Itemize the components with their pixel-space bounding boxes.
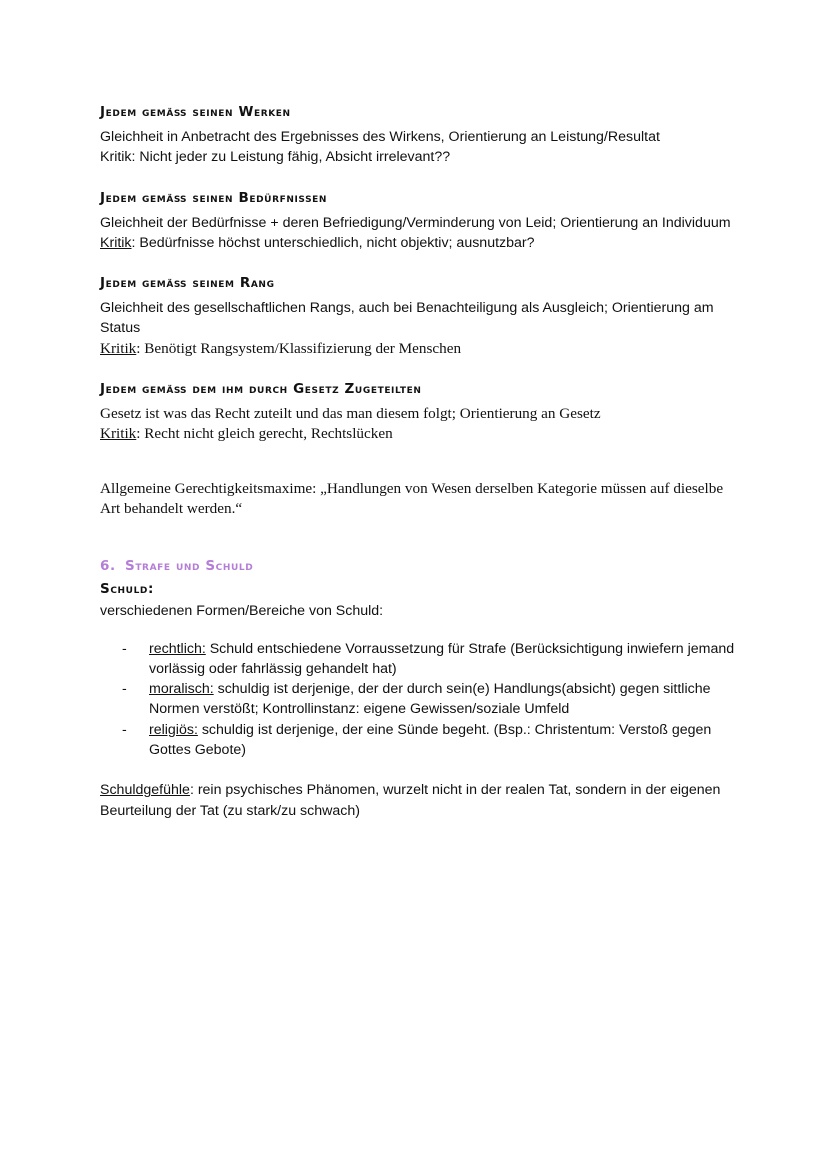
principle-critique: [100, 424, 740, 444]
principle-description: Gleichheit in Anbetracht des Ergebnisses des Wirkens, Orientierung an Leistung/Resultat: [100, 129, 660, 145]
principle-critique: Kritik: Nicht jeder zu Leistung fähig, Absicht irrelevant??: [100, 149, 451, 166]
principle-rank: [100, 274, 740, 359]
principle-heading: Jedem gemäß seinem Rang: [100, 275, 275, 292]
critique-text: : Recht nicht gleich gerecht, Rechtslücken: [136, 425, 393, 443]
critique-text: : Benötigt Rangsystem/Klassifizierung der Menschen: [136, 339, 462, 357]
principle-critique: [100, 233, 740, 253]
critique-label: Kritik: [100, 234, 132, 251]
principle-needs: [100, 189, 740, 254]
list-term: rechtlich:: [149, 640, 206, 657]
principle-heading: Jedem gemäß dem ihm durch Gesetz Zugeteilten: [100, 381, 422, 398]
principle-description: Gleichheit der Bedürfnisse + deren Befriedigung/Verminderung von Leid; Orientierung an Individuum: [100, 214, 731, 231]
justice-maxim: Allgemeine Gerechtigkeitsmaxime: „Handlungen von Wesen derselben Kategorie müssen auf dieselbe Art behandelt werden.“: [100, 479, 724, 517]
list-term: religiös:: [149, 721, 198, 738]
schuld-heading: Schuld:: [100, 581, 154, 598]
list-dash: -: [122, 721, 127, 738]
chapter-number: 6.: [100, 558, 116, 575]
schuld-forms-list: [100, 639, 740, 761]
list-text: schuldig ist derjenige, der der durch sein(e) Handlungs(absicht) gegen sittliche Normen verstößt; Kontrollinstanz: eigene Gewissen/soziale Umfeld: [149, 681, 711, 718]
list-text: schuldig ist derjenige, der eine Sünde begeht. (Bsp.: Christentum: Verstoß gegen Gottes Gebote): [149, 721, 712, 759]
critique-label: Kritik: [100, 425, 137, 443]
schuldgefuehle-text: : rein psychisches Phänomen, wurzelt nicht in der realen Tat, sondern in der eigenen Beurteilung der Tat (zu stark/zu schwach): [100, 782, 721, 819]
principle-law: [100, 380, 740, 445]
list-dash: -: [122, 640, 127, 657]
chapter-title: [100, 557, 740, 575]
list-term: moralisch:: [149, 681, 214, 698]
principle-critique: [100, 339, 740, 359]
critique-label: Kritik: [100, 339, 137, 357]
principle-description: Gesetz ist was das Recht zuteilt und das man diesem folgt; Orientierung an Gesetz: [100, 405, 601, 423]
schuldgefuehle-term: Schuldgefühle: [100, 782, 190, 799]
principle-heading: Jedem gemäß seinen Bedürfnissen: [100, 189, 328, 206]
principle-heading: Jedem gemäß seinen Werken: [100, 104, 291, 120]
list-text: Schuld entschiedene Vorraussetzung für Strafe (Berücksichtigung inwiefern jemand vorlässig oder fahrlässig gehandelt hat): [149, 640, 735, 677]
principle-description: Gleichheit des gesellschaftlichen Rangs, auch bei Benachteiligung als Ausgleich; Orientierung am Status: [100, 300, 714, 337]
principle-works: [100, 103, 740, 168]
schuldgefuehle-paragraph: [100, 780, 740, 821]
list-item: [100, 639, 740, 680]
list-dash: -: [122, 681, 127, 698]
critique-text: : Bedürfnisse höchst unterschiedlich, nicht objektiv; ausnutzbar?: [131, 234, 535, 251]
chapter-name: Strafe und Schuld: [125, 558, 254, 575]
schuld-intro: verschiedenen Formen/Bereiche von Schuld:: [100, 603, 384, 620]
list-item: [100, 720, 740, 761]
page-content: [100, 103, 740, 821]
list-item: [100, 679, 740, 720]
